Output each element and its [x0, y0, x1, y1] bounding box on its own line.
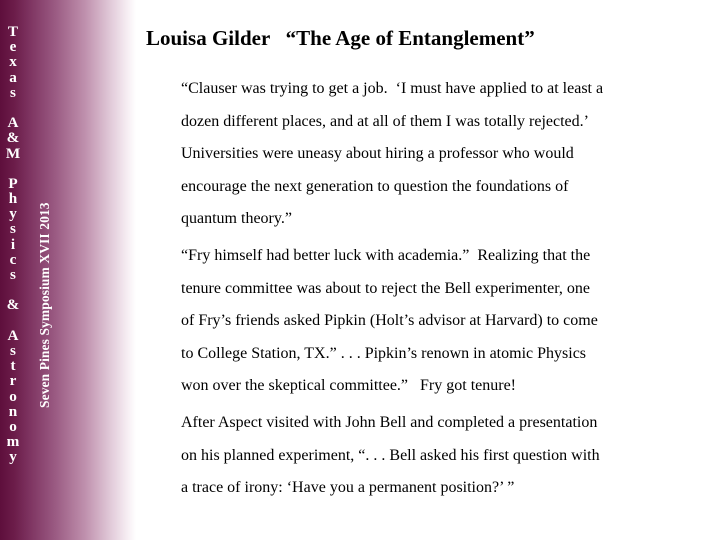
vertical-institution-label [0, 24, 26, 464]
vertical-letter: A [7, 326, 19, 344]
quote-paragraph [181, 407, 661, 505]
vertical-letter: y [9, 205, 17, 223]
paragraph-line: quantum theory.” [181, 210, 292, 228]
paragraph-line: tenure committee was about to reject the Bell experimenter, one [181, 279, 590, 297]
vertical-letter: & [6, 129, 20, 147]
vertical-letter: h [8, 190, 18, 208]
vertical-letter: s [10, 266, 16, 283]
slide-body [181, 73, 661, 509]
vertical-letter: s [10, 220, 16, 238]
paragraph-line: of Fry’s friends asked Pipkin (Holt’s advisor at Harvard) to come [181, 312, 598, 330]
vertical-letter: T [7, 23, 19, 40]
vertical-letter: a [9, 68, 17, 86]
vertical-letter: s [10, 341, 16, 359]
symposium-label: Seven Pines Symposium XVII 2013 [37, 202, 52, 408]
vertical-letter [0, 282, 26, 297]
quote-paragraph [181, 73, 661, 236]
paragraph-line: Universities were uneasy about hiring a professor who would [181, 145, 574, 163]
vertical-letter: r [9, 372, 17, 390]
vertical-letter [0, 100, 26, 115]
vertical-letter: A [7, 114, 19, 132]
paragraph-line: to College Station, TX.” . . . Pipkin’s renown in atomic Physics [181, 344, 587, 362]
vertical-letter: i [10, 235, 16, 253]
vertical-letter: x [9, 53, 17, 71]
vertical-letter: m [6, 433, 20, 451]
paragraph-line: on his planned experiment, “. . . Bell asked his first question with [181, 446, 600, 464]
paragraph-line: “Clauser was trying to get a job. ‘I must have applied to at least a [181, 80, 604, 97]
vertical-letter: c [9, 250, 17, 268]
vertical-letter: & [6, 296, 20, 314]
vertical-letter: y [9, 448, 17, 466]
slide-title: Louisa Gilder “The Age of Entanglement” [146, 26, 535, 50]
vertical-letter [0, 161, 26, 176]
vertical-letter: M [5, 144, 21, 162]
vertical-letter: e [9, 38, 17, 56]
paragraph-line: a trace of irony: ‘Have you a permanent position?’ ” [181, 479, 515, 497]
side-band [0, 0, 136, 540]
vertical-letter: o [9, 387, 17, 405]
vertical-letter: n [8, 402, 18, 420]
quote-paragraph [181, 240, 661, 403]
vertical-letter [0, 313, 26, 328]
vertical-letter: o [9, 417, 17, 435]
paragraph-line: “Fry himself had better luck with academia.” Realizing that the [181, 246, 591, 264]
vertical-letter: s [10, 83, 16, 101]
paragraph-line: won over the skeptical committee.” Fry got tenure! [181, 377, 517, 395]
paragraph-line: dozen different places, and at all of them I was totally rejected.’ [181, 112, 589, 130]
paragraph-line: After Aspect visited with John Bell and completed a presentation [181, 413, 598, 431]
vertical-letter: t [10, 357, 16, 375]
vertical-letter: P [8, 174, 18, 192]
paragraph-line: encourage the next generation to question the foundations of [181, 177, 569, 195]
